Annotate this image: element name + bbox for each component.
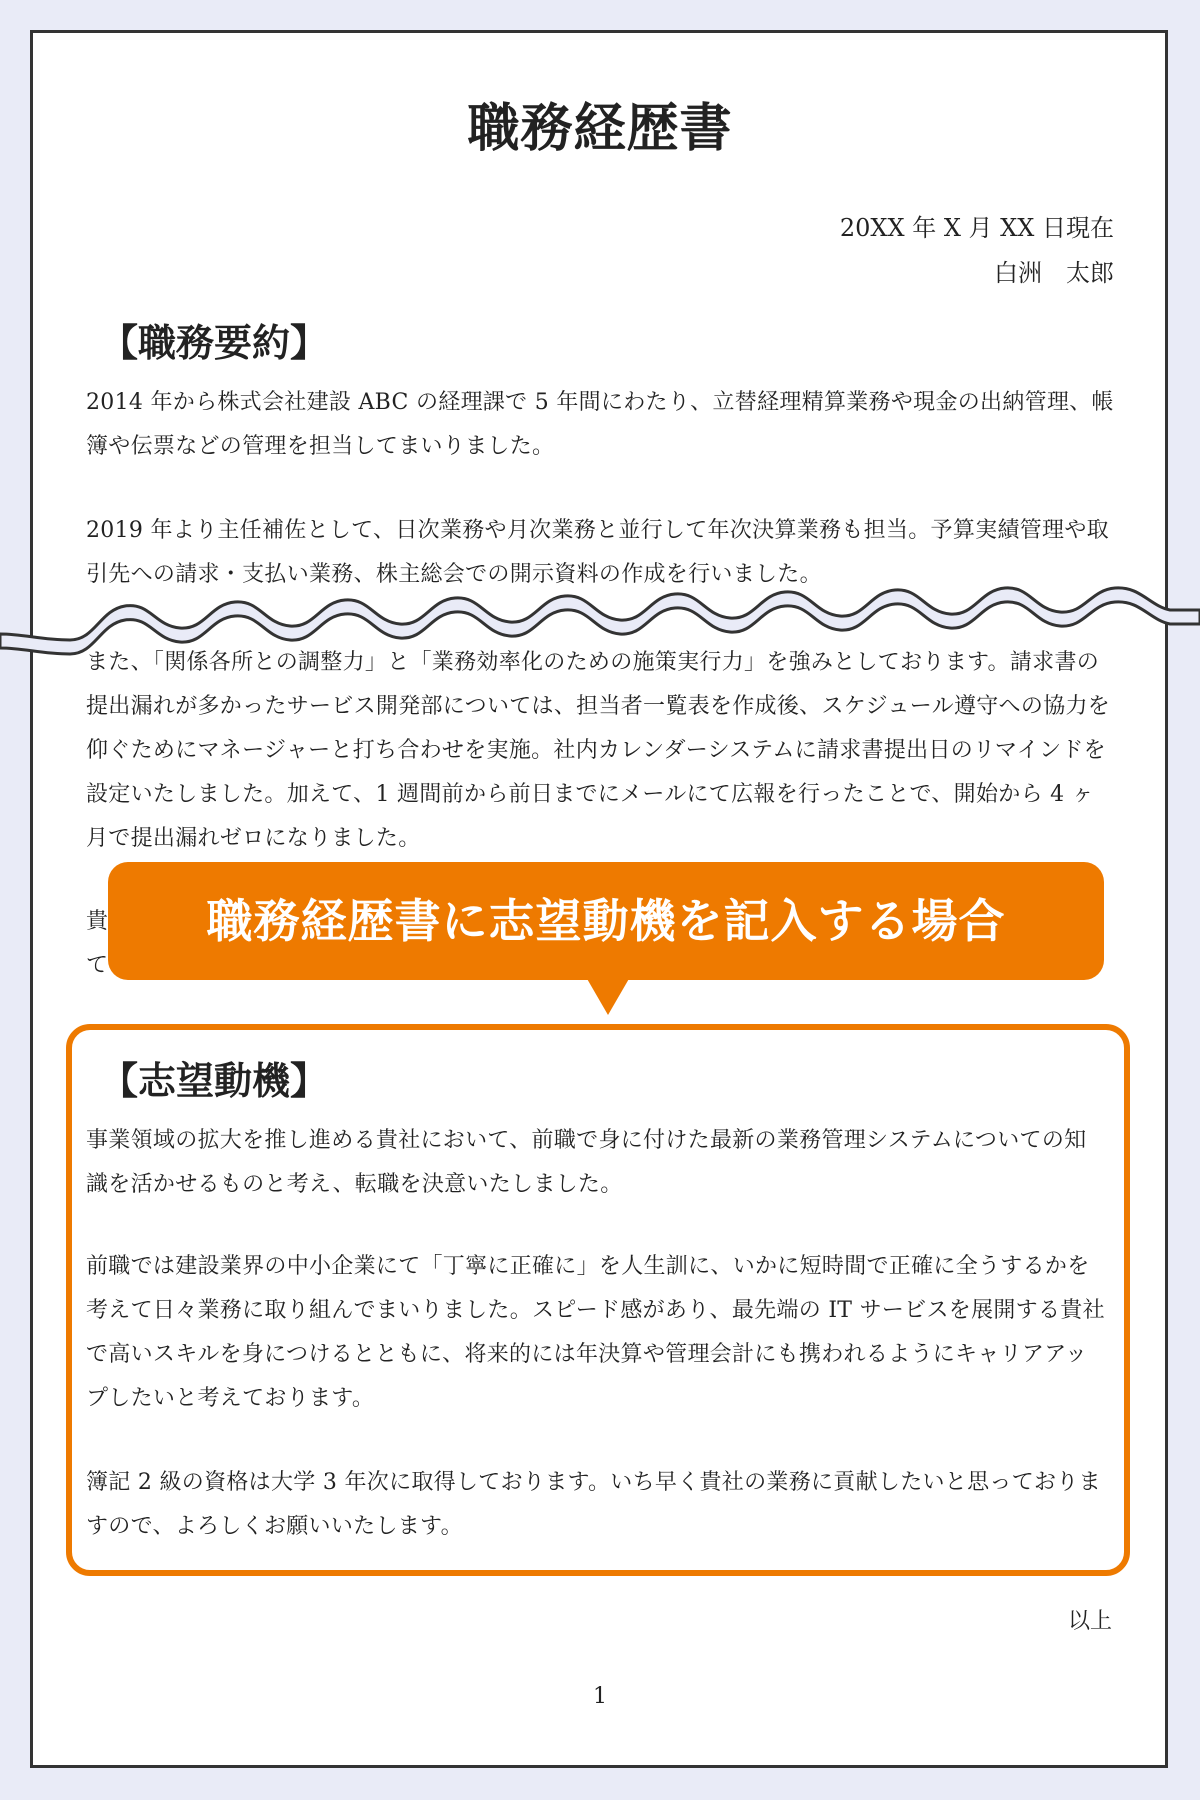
document-title: 職務経歴書	[467, 98, 733, 159]
obscured-text-fragment: て	[86, 953, 109, 978]
motive-paragraph-2: 前職では建設業界の中小企業にて「丁寧に正確に」を人生訓に、いかに短時間で正確に全うするかを考えて日々業務に取り組んでまいりました。スピード感があり、最先端の IT サービスを展開する貴社で高いスキルを身につけるとともに、将来的には年決算や管理会計にも携われるようにキャリアアップしたいと考えております。	[86, 1254, 1105, 1411]
callout-banner: 職務経歴書に志望動機を記入する場合	[108, 862, 1104, 980]
callout-pointer	[586, 977, 630, 1015]
summary-paragraph-3: また、「関係各所との調整力」と「業務効率化のための施策実行力」を強みとしております。請求書の提出漏れが多かったサービス開発部については、担当者一覧表を作成後、スケジュール遵守への協力を仰ぐためにマネージャーと打ち合わせを実施。社内カレンダーシステムに請求書提出日のリマインドを設定いたしました。加えて、1 週間前から前日までにメールにて広報を行ったことで、開始から 4 ヶ月で提出漏れゼロになりました。	[86, 650, 1111, 851]
motive-paragraph-3: 簿記 2 級の資格は大学 3 年次に取得しております。いち早く貴社の業務に貢献したいと思っておりますので、よろしくお願いいたします。	[86, 1470, 1101, 1539]
summary-paragraph-1: 2014 年から株式会社建設 ABC の経理課で 5 年間にわたり、立替経理精算業務や現金の出納管理、帳簿や伝票などの管理を担当してまいりました。	[86, 390, 1114, 459]
page-number: 1	[593, 1684, 607, 1709]
summary-paragraph-2: 2019 年より主任補佐として、日次業務や月次業務と並行して年次決算業務も担当。予算実績管理や取引先への請求・支払い業務、株主総会での開示資料の作成を行いました。	[86, 518, 1109, 587]
motive-paragraph-1: 事業領域の拡大を推し進める貴社において、前職で身に付けた最新の業務管理システムについての知識を活かせるものと考え、転職を決意いたしました。	[86, 1128, 1087, 1197]
applicant-name: 白洲 太郎	[994, 259, 1114, 287]
closing-mark: 以上	[1067, 1609, 1112, 1634]
obscured-text-fragment: 貴	[86, 909, 109, 934]
document-date: 20XX 年 X 月 XX 日現在	[839, 214, 1114, 242]
motive-heading: 【志望動機】	[100, 1059, 329, 1103]
summary-heading: 【職務要約】	[100, 321, 329, 365]
